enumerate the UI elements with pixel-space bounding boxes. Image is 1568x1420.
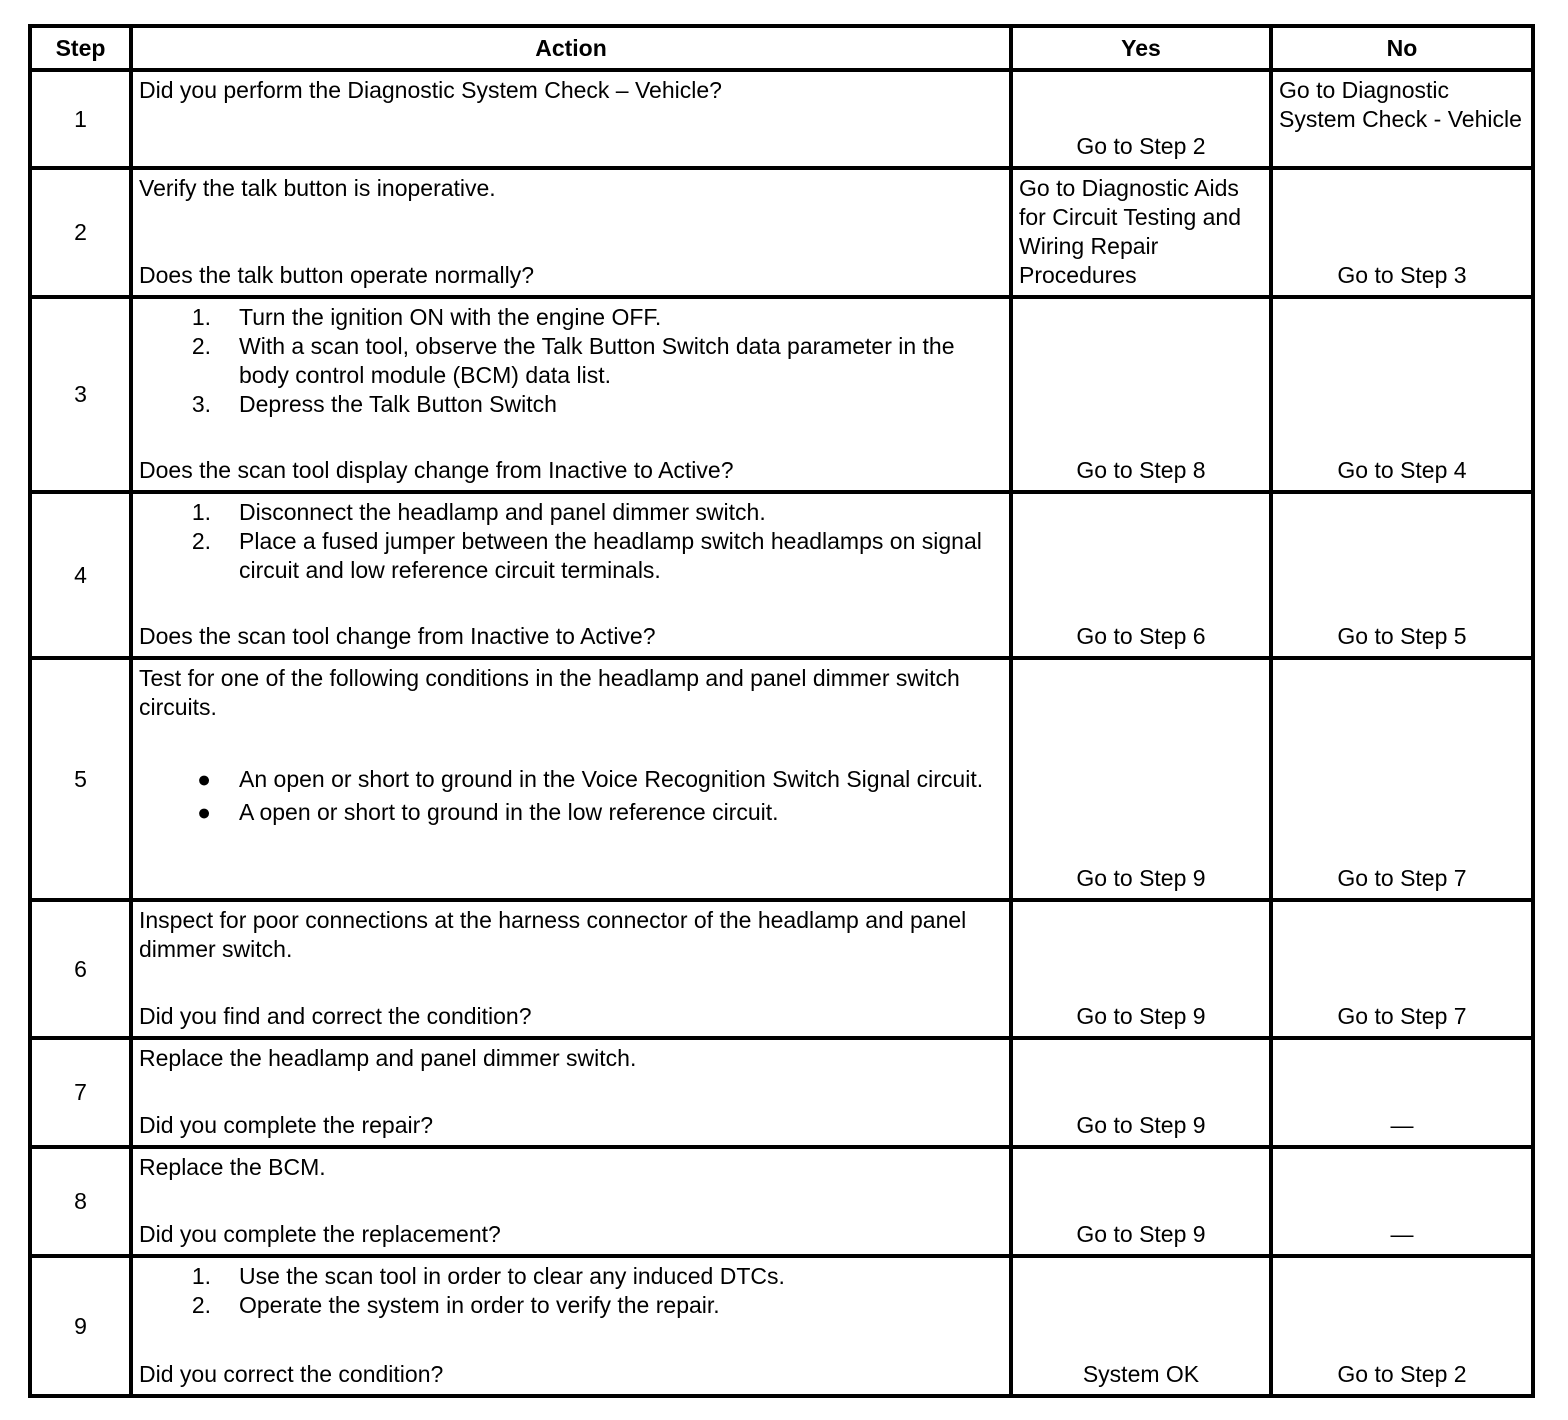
action-cell <box>131 492 1011 658</box>
action-question: Did you correct the condition? <box>139 1361 444 1387</box>
no-value: — <box>1390 1221 1414 1247</box>
list-item <box>139 798 1003 827</box>
header-action: Action <box>131 26 1011 70</box>
numbered-list <box>139 303 1003 419</box>
table-row <box>30 658 1533 900</box>
yes-cell <box>1011 658 1271 900</box>
bullet-icon: ● <box>197 766 211 792</box>
list-number: 3. <box>191 391 211 417</box>
yes-link[interactable]: Go to Step 2 <box>1076 133 1206 159</box>
action-question: Did you complete the repair? <box>139 1112 434 1138</box>
yes-cell <box>1011 492 1271 658</box>
no-cell <box>1271 1256 1533 1396</box>
table-row <box>30 1256 1533 1396</box>
yes-cell <box>1011 1256 1271 1396</box>
list-item <box>139 1262 1003 1291</box>
yes-value: System OK <box>1082 1361 1200 1387</box>
action-question: Did you complete the replacement? <box>139 1221 501 1247</box>
no-cell <box>1271 168 1533 297</box>
diagnostic-table <box>28 24 1535 1398</box>
list-text: Disconnect the headlamp and panel dimmer switch. <box>239 499 766 525</box>
table-row <box>30 900 1533 1038</box>
list-text: Turn the ignition ON with the engine OFF. <box>239 304 662 330</box>
yes-link[interactable]: Go to Step 9 <box>1076 865 1206 891</box>
yes-cell <box>1011 168 1271 297</box>
list-text: Place a fused jumper between the headlamp switch headlamps on signal circuit and low reference circuit terminals. <box>239 528 982 583</box>
action-text: Verify the talk button is inoperative. <box>139 175 496 201</box>
list-text: A open or short to ground in the low reference circuit. <box>239 799 779 825</box>
list-text: With a scan tool, observe the Talk Button Switch data parameter in the body control module (BCM) data list. <box>239 333 955 388</box>
action-cell <box>131 1256 1011 1396</box>
no-cell <box>1271 492 1533 658</box>
step-number: 9 <box>30 1256 131 1396</box>
action-text: Inspect for poor connections at the harness connector of the headlamp and panel dimmer switch. <box>139 907 967 962</box>
list-item <box>139 498 1003 527</box>
no-link[interactable]: Go to Step 4 <box>1337 457 1467 483</box>
step-number: 6 <box>30 900 131 1038</box>
action-text: Replace the headlamp and panel dimmer switch. <box>139 1045 637 1071</box>
no-cell <box>1271 900 1533 1038</box>
list-number: 2. <box>191 333 211 359</box>
table-row <box>30 168 1533 297</box>
action-cell <box>131 900 1011 1038</box>
action-cell <box>131 1147 1011 1256</box>
yes-cell <box>1011 297 1271 492</box>
table-row <box>30 492 1533 658</box>
action-cell <box>131 1038 1011 1147</box>
action-text: Did you perform the Diagnostic System Check – Vehicle? <box>139 77 722 103</box>
action-cell <box>131 70 1011 168</box>
list-item <box>139 303 1003 332</box>
action-question: Does the scan tool display change from Inactive to Active? <box>139 457 734 483</box>
action-cell <box>131 297 1011 492</box>
list-number: 1. <box>191 1263 211 1289</box>
action-text: Test for one of the following conditions in the headlamp and panel dimmer switch circuits. <box>139 665 960 720</box>
list-item <box>139 765 1003 794</box>
no-cell <box>1271 1147 1533 1256</box>
list-text: An open or short to ground in the Voice Recognition Switch Signal circuit. <box>239 766 984 792</box>
list-number: 2. <box>191 528 211 554</box>
step-number: 4 <box>30 492 131 658</box>
yes-cell <box>1011 1038 1271 1147</box>
step-number: 7 <box>30 1038 131 1147</box>
header-yes: Yes <box>1011 26 1271 70</box>
step-number: 8 <box>30 1147 131 1256</box>
no-cell <box>1271 297 1533 492</box>
action-cell <box>131 168 1011 297</box>
action-question: Does the talk button operate normally? <box>139 262 535 288</box>
header-step: Step <box>30 26 131 70</box>
action-cell <box>131 658 1011 900</box>
header-no: No <box>1271 26 1533 70</box>
yes-link[interactable]: Go to Step 9 <box>1076 1221 1206 1247</box>
list-text: Use the scan tool in order to clear any induced DTCs. <box>239 1263 785 1289</box>
step-number: 2 <box>30 168 131 297</box>
action-question: Does the scan tool change from Inactive to Active? <box>139 623 656 649</box>
yes-link[interactable]: Go to Step 8 <box>1076 457 1206 483</box>
table-row <box>30 297 1533 492</box>
no-cell <box>1271 1038 1533 1147</box>
list-item <box>139 390 1003 419</box>
list-number: 1. <box>191 304 211 330</box>
no-link[interactable]: Go to Step 3 <box>1337 262 1467 288</box>
list-item <box>139 527 1003 585</box>
no-link[interactable]: Go to Diagnostic System Check - Vehicle <box>1279 77 1522 132</box>
yes-link[interactable]: Go to Step 9 <box>1076 1003 1206 1029</box>
yes-cell <box>1011 1147 1271 1256</box>
table-row <box>30 1038 1533 1147</box>
list-text: Depress the Talk Button Switch <box>239 391 557 417</box>
table-row <box>30 1147 1533 1256</box>
yes-link[interactable]: Go to Step 9 <box>1076 1112 1206 1138</box>
list-item <box>139 1291 1003 1320</box>
no-value: — <box>1390 1112 1414 1138</box>
yes-link[interactable]: Go to Diagnostic Aids for Circuit Testing and Wiring Repair Procedures <box>1019 175 1242 288</box>
list-number: 2. <box>191 1292 211 1318</box>
step-number: 1 <box>30 70 131 168</box>
yes-link[interactable]: Go to Step 6 <box>1076 623 1206 649</box>
yes-cell <box>1011 900 1271 1038</box>
no-link[interactable]: Go to Step 7 <box>1337 865 1467 891</box>
numbered-list <box>139 1262 1003 1320</box>
action-question: Did you find and correct the condition? <box>139 1003 532 1029</box>
yes-cell <box>1011 70 1271 168</box>
numbered-list <box>139 498 1003 585</box>
list-text: Operate the system in order to verify the repair. <box>239 1292 720 1318</box>
no-link[interactable]: Go to Step 5 <box>1337 623 1467 649</box>
no-cell <box>1271 658 1533 900</box>
action-text: Replace the BCM. <box>139 1154 326 1180</box>
no-cell <box>1271 70 1533 168</box>
step-number: 5 <box>30 658 131 900</box>
list-item <box>139 332 1003 390</box>
step-number: 3 <box>30 297 131 492</box>
bullet-icon: ● <box>197 799 211 825</box>
no-link[interactable]: Go to Step 7 <box>1337 1003 1467 1029</box>
header-row <box>30 26 1533 70</box>
list-number: 1. <box>191 499 211 525</box>
no-link[interactable]: Go to Step 2 <box>1337 1361 1467 1387</box>
bullet-list <box>139 765 1003 831</box>
table-row <box>30 70 1533 168</box>
